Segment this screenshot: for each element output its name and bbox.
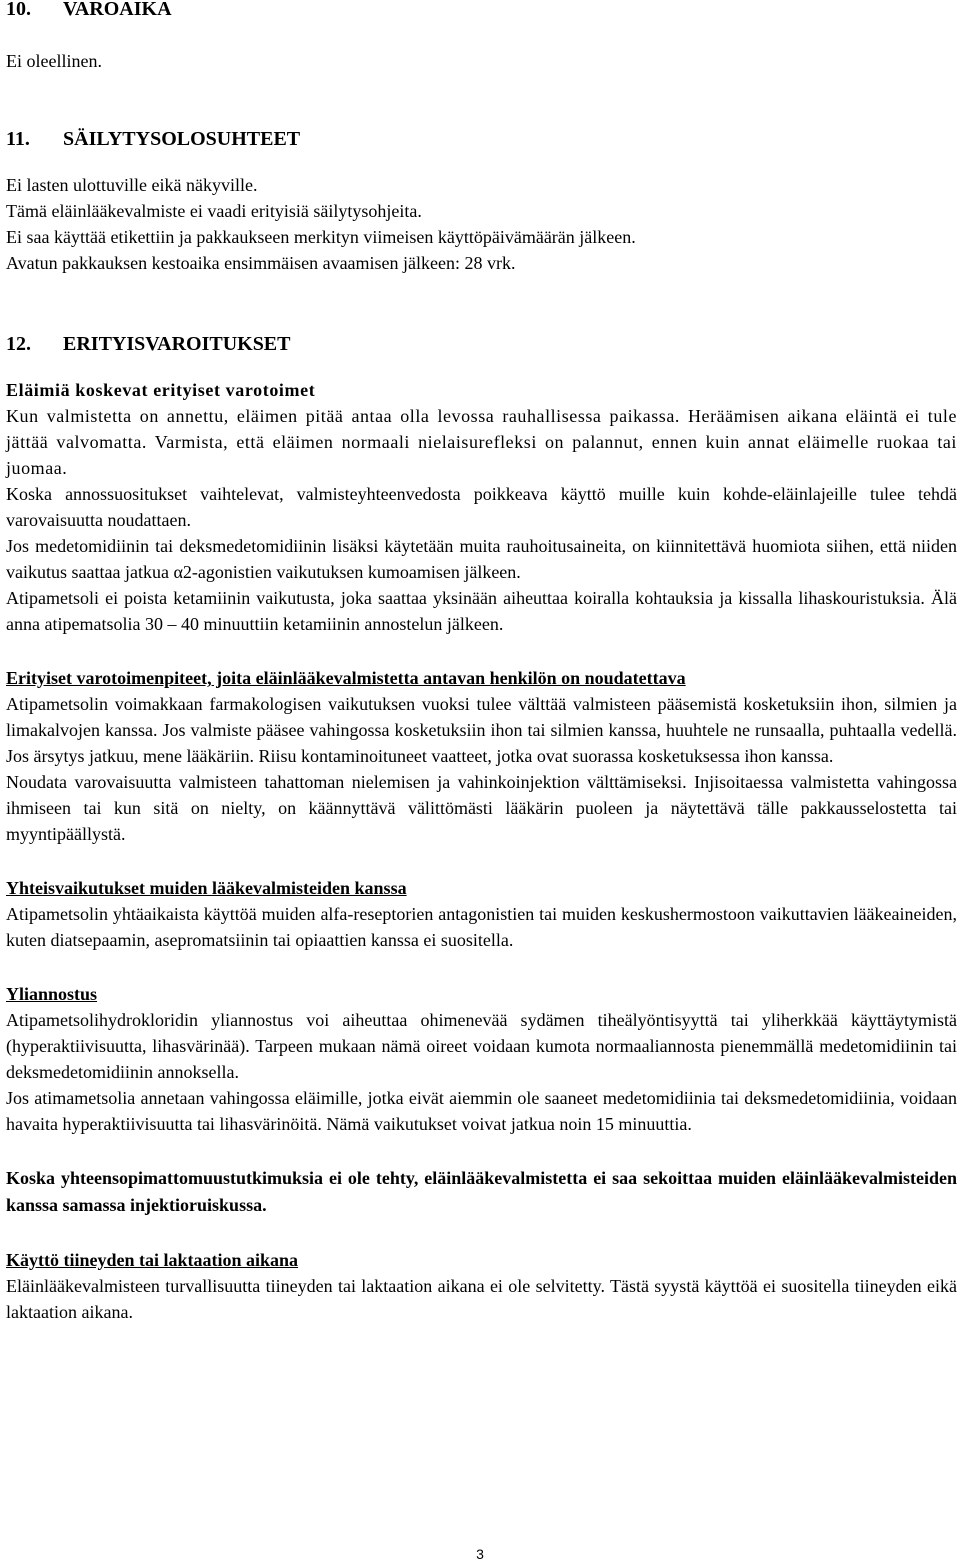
overdose-paragraph: Jos atimametsolia annetaan vahingossa eläimille, jotka eivät aiemmin ole saaneet medetomidiinia tai deksmedetomidiinia, voidaan havaita hyperaktiivisuutta tai lihasvärinöitä. Nämä vaikutukset voivat jatkua noin 15 minuuttia. bbox=[6, 1088, 957, 1134]
section-number: 11. bbox=[6, 128, 30, 150]
storage-line: Tämä eläinlääkevalmiste ei vaadi erityisiä säilytysohjeita. bbox=[6, 201, 422, 221]
animals-precautions-heading: Eläimiä koskevat erityiset varotoimet bbox=[6, 380, 316, 400]
animals-paragraph: Atipametsoli ei poista ketamiinin vaikutusta, joka saattaa yksinään aiheuttaa koiralla kohtauksia ja kissalla lihaskouristuksia. Älä anna atipematsolia 30 – 40 minuuttiin ketamiinin annostelun jälkeen. bbox=[6, 588, 957, 634]
pregnancy-paragraph: Eläinlääkevalmisteen turvallisuutta tiineyden tai laktaation aikana ei ole selvitetty. Tästä syystä käyttöä ei suositella tiineyden eikä laktaation aikana. bbox=[6, 1276, 957, 1322]
section-10-heading bbox=[6, 0, 957, 22]
animals-paragraph: Kun valmistetta on annettu, eläimen pitää antaa olla levossa rauhallisessa paikassa. Heräämisen aikana eläintä ei tule jättää valvomatta. Varmista, että eläimen normaali nielaisurefleksi on palannut, ennen kuin annat eläimelle ruokaa tai juomaa. bbox=[6, 406, 957, 478]
page-number: 3 bbox=[476, 1546, 484, 1562]
pregnancy-heading: Käyttö tiineyden tai laktaation aikana bbox=[6, 1250, 299, 1270]
storage-line: Ei lasten ulottuville eikä näkyville. bbox=[6, 175, 258, 195]
storage-line: Avatun pakkauksen kestoaika ensimmäisen avaamisen jälkeen: 28 vrk. bbox=[6, 253, 516, 273]
section-10-text: Ei oleellinen. bbox=[6, 51, 102, 71]
section-12-heading bbox=[6, 331, 957, 357]
section-number: 12. bbox=[6, 333, 31, 355]
overdose-paragraph: Atipametsolihydrokloridin yliannostus voi aiheuttaa ohimenevää sydämen tiheälyöntisyyttä tai yliherkkää käyttäytymistä (hyperaktiivisuutta, lihasvärinää). Tarpeen mukaan nämä oireet voidaan kumota normaaliannosta pienemmällä medetomidiinin tai deksmedetomidiinin annoksella. bbox=[6, 1010, 957, 1082]
section-11-heading bbox=[6, 126, 957, 152]
animals-paragraph: Koska annossuositukset vaihtelevat, valmisteyhteenvedosta poikkeava käyttö muille kuin kohde-eläinlajeille tulee tehdä varovaisuutta noudattaen. bbox=[6, 484, 957, 530]
section-title: SÄILYTYSOLOSUHTEET bbox=[63, 128, 301, 150]
persons-paragraph: Atipametsolin voimakkaan farmakologisen vaikutuksen vuoksi tulee välttää valmisteen pääsemistä kosketuksiin ihon, silmien ja limakalvojen kanssa. Jos valmiste pääsee vahingossa kosketuksiin ihon tai silmien kanssa, huuhtele ne runsaalla, puhtaalla vedellä. Jos ärsytys jatkuu, mene lääkäriin. Riisu kontaminoituneet vaatteet, jotka ovat suorassa kosketuksessa ihon kanssa. bbox=[6, 694, 957, 766]
overdose-heading: Yliannostus bbox=[6, 984, 98, 1004]
interactions-heading: Yhteisvaikutukset muiden lääkevalmisteiden kanssa bbox=[6, 878, 407, 898]
document-page bbox=[6, 0, 957, 1325]
section-title: ERITYISVAROITUKSET bbox=[63, 333, 291, 355]
interactions-paragraph: Atipametsolin yhtäaikaista käyttöä muiden alfa-reseptorien antagonistien tai muiden keskushermostoon vaikuttavien lääkeaineiden, kuten diatsepaamin, asepromatsiinin tai opiaattien kanssa ei suositella. bbox=[6, 904, 957, 950]
persons-paragraph: Noudata varovaisuutta valmisteen tahattoman nielemisen ja vahinkoinjektion välttämiseksi. Injisoitaessa valmistetta vahingossa ihmiseen tai kun sitä on nielty, on käännyttävä välittömästi lääkärin puoleen ja näytettävä tälle pakkausselostetta tai myyntipäällystä. bbox=[6, 772, 957, 844]
section-title: VAROAIKA bbox=[63, 0, 172, 20]
storage-line: Ei saa käyttää etikettiin ja pakkaukseen merkityn viimeisen käyttöpäivämäärän jälkeen. bbox=[6, 227, 636, 247]
section-number: 10. bbox=[6, 0, 31, 20]
animals-paragraph: Jos medetomidiinin tai deksmedetomidiinin lisäksi käytetään muita rauhoitusaineita, on kiinnitettävä huomiota siihen, että niiden vaikutus saattaa jatkua α2-agonistien vaikutuksen kumoamisen jälkeen. bbox=[6, 536, 957, 582]
persons-precautions-heading: Erityiset varotoimenpiteet, joita eläinlääkevalmistetta antavan henkilön on noudatettava bbox=[6, 668, 686, 688]
incompatibility-statement: Koska yhteensopimattomuustutkimuksia ei ole tehty, eläinlääkevalmistetta ei saa sekoittaa muiden eläinlääkevalmisteiden kanssa samassa injektioruiskussa. bbox=[6, 1168, 957, 1215]
